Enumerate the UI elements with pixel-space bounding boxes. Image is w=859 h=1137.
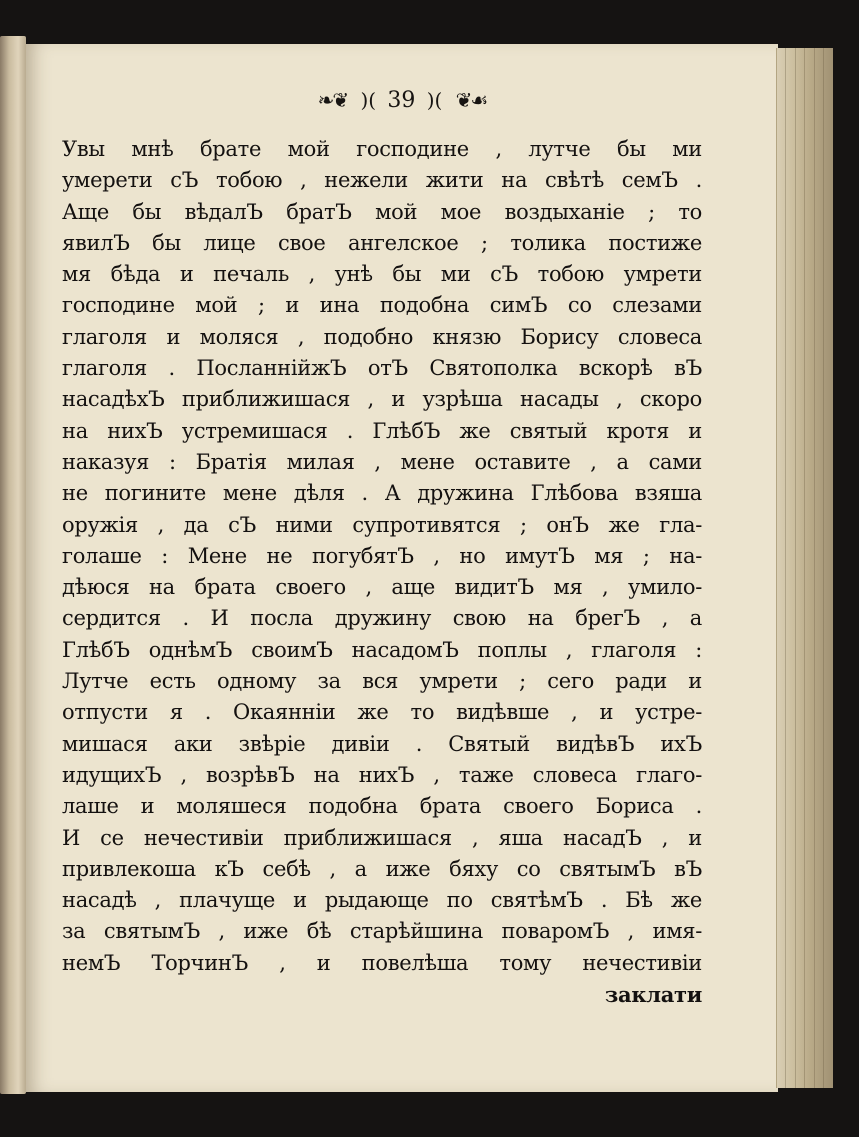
- text-line: Аще бы вѣдалЪ братЪ мой мое воздыханіе ; то: [62, 199, 702, 224]
- catchword: заклати: [604, 982, 702, 1008]
- text-line: оружія , да сЪ ними супротивятся ; онЪ же гла-: [62, 512, 702, 537]
- body-text: [62, 134, 702, 1010]
- text-line: не погините мене дѣля . А дружина Глѣбова взяша: [62, 481, 702, 506]
- text-line: господине мой ; и ина подобна симЪ со слезами: [62, 293, 702, 318]
- text-line: насадѣ , плачуще и рыдающе по святѣмЪ . Бѣ же: [62, 888, 702, 913]
- header-bracket-left: )(: [360, 88, 377, 112]
- text-line: дѣюся на брата своего , аще видитЪ мя , умило-: [62, 575, 702, 600]
- page-number: 39: [387, 87, 416, 113]
- ornament-left-icon: ❧❦: [317, 88, 348, 112]
- text-line: умерети сЪ тобою , нежели жити на свѣтѣ семЪ .: [62, 168, 702, 193]
- text-line: лаше и моляшеся подобна брата своего Бориса .: [62, 794, 702, 819]
- header-bracket-right: )(: [426, 88, 443, 112]
- text-line: идущихЪ , возрѣвЪ на нихЪ , таже словеса глаго-: [62, 762, 702, 787]
- text-line: глаголя . ПосланнійжЪ отЪ Святополка вскорѣ вЪ: [62, 356, 702, 381]
- text-line: голаше : Мене не погубятЪ , но имутЪ мя ; на-: [62, 543, 702, 568]
- ornament-right-icon: ❦☙: [455, 88, 487, 112]
- text-line: за святымЪ , иже бѣ старѣйшина поваромЪ , имя-: [62, 919, 702, 944]
- text-line: на нихЪ устремишася . ГлѣбЪ же святый кротя и: [62, 418, 702, 443]
- text-line: явилЪ бы лице свое ангелское ; толика постиже: [62, 230, 702, 255]
- left-page-edge: [0, 36, 26, 1094]
- text-line: насадѣхЪ приближишася , и узрѣша насады , скоро: [62, 387, 702, 412]
- text-line: мишася аки звѣріе дивіи . Святый видѣвЪ ихЪ: [62, 731, 702, 756]
- text-line: Лутче есть одному за вся умрети ; сего ради и: [62, 669, 702, 694]
- text-line: Увы мнѣ брате мой господине , лутче бы ми: [62, 137, 702, 161]
- text-line: И се нечестивіи приближишася , яша насадЪ , и: [62, 825, 702, 850]
- page-stack-edge: [776, 48, 833, 1088]
- text-line: ГлѣбЪ однѣмЪ своимЪ насадомЪ поплы , глаголя :: [62, 637, 702, 662]
- text-line: отпусти я . Окаяннiи же то видѣвше , и устре-: [62, 700, 702, 725]
- text-line: глаголя и моляся , подобно князю Борису словеса: [62, 324, 702, 349]
- text-line: привлекоша кЪ себѣ , а иже бяху со святымЪ вЪ: [62, 856, 702, 881]
- text-line: сердится . И посла дружину свою на брегЪ , а: [62, 606, 702, 631]
- page-header: [26, 86, 778, 116]
- text-line: наказуя : Братія милая , мене оставите , а сами: [62, 449, 702, 474]
- text-line: мя бѣда и печаль , унѣ бы ми сЪ тобою умрети: [62, 262, 702, 287]
- text-line: немЪ ТорчинЪ , и повелѣша тому нечестивіи: [62, 950, 702, 975]
